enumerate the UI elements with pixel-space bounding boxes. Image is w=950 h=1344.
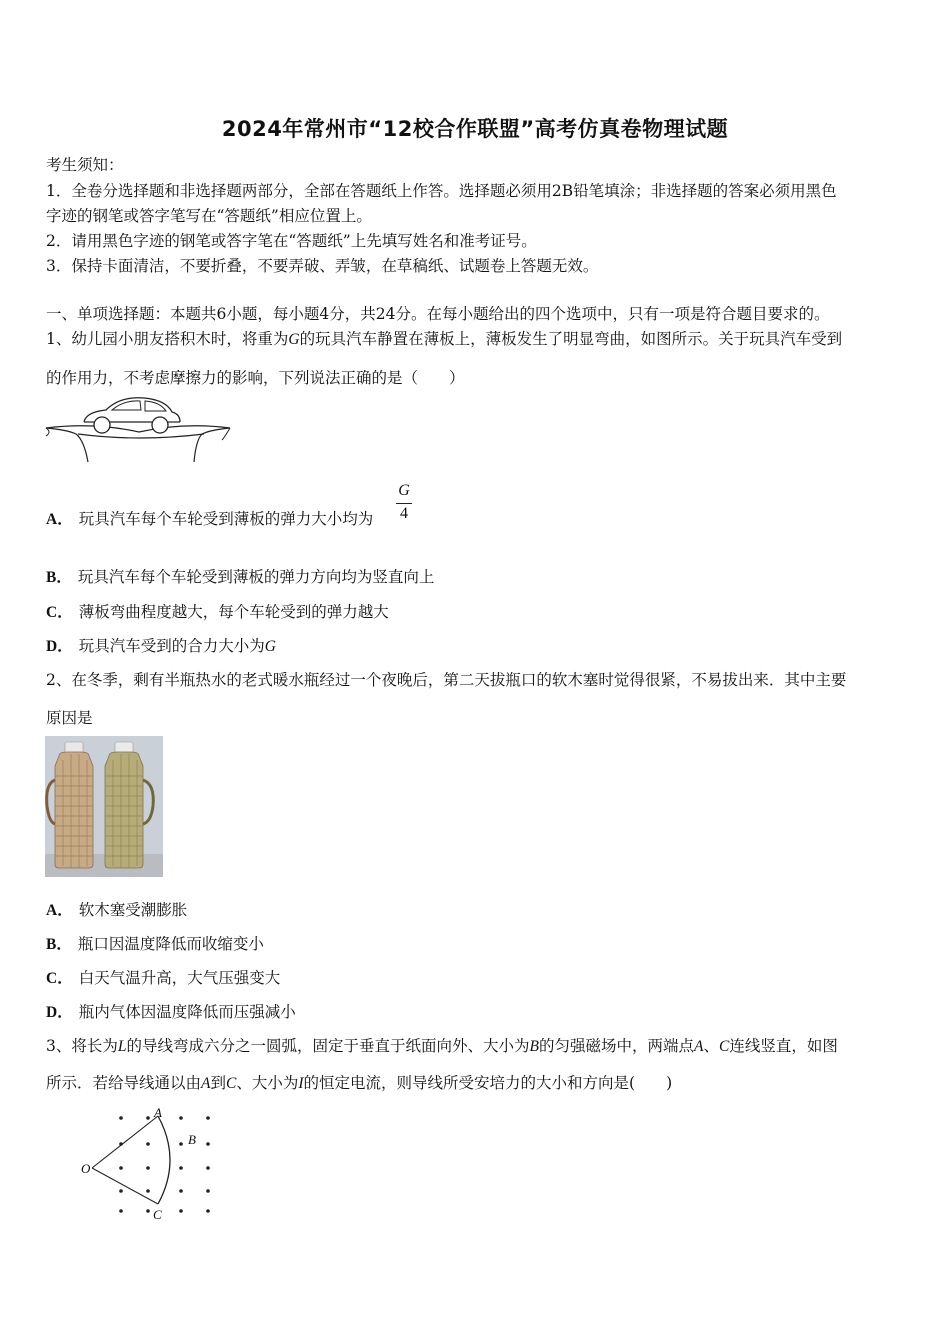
q2-option-b[interactable]: B． 瓶口因温度降低而收缩变小 bbox=[46, 935, 264, 953]
notice-item-1-cont: 字迹的钢笔或答字笔写在“答题纸”相应位置上。 bbox=[46, 207, 372, 225]
thermos-bottles-photo bbox=[45, 736, 163, 877]
q1-var-g: G bbox=[288, 331, 300, 348]
notice-item-1: 1．全卷分选择题和非选择题两部分，全部在答题纸上作答。选择题必须用2B铅笔填涂；非选择题的答案必须用黑色 bbox=[46, 182, 837, 200]
label-c: C bbox=[153, 1207, 162, 1222]
q1-option-d[interactable]: D． 玩具汽车受到的合力大小为G bbox=[46, 637, 276, 655]
q1-option-b[interactable]: B． 玩具汽车每个车轮受到薄板的弹力方向均为竖直向上 bbox=[46, 568, 435, 586]
q1-stem-line2: 的作用力，不考虑摩擦力的影响，下列说法正确的是（ ） bbox=[46, 369, 465, 387]
notice-heading: 考生须知： bbox=[46, 156, 124, 174]
label-o: O bbox=[81, 1161, 91, 1176]
label-a: A bbox=[154, 1105, 162, 1120]
q2-option-d[interactable]: D． 瓶内气体因温度降低而压强减小 bbox=[46, 1003, 296, 1021]
page-title: 2024年常州市“12校合作联盟”高考仿真卷物理试题 bbox=[221, 117, 729, 141]
q2-option-c[interactable]: C． 白天气温升高，大气压强变大 bbox=[46, 969, 281, 987]
q1-frac-den: 4 bbox=[400, 505, 408, 522]
q1-car-figure bbox=[44, 392, 234, 464]
notice-item-3: 3．保持卡面清洁，不要折叠，不要弄破、弄皱，在草稿纸、试题卷上答题无效。 bbox=[46, 257, 599, 275]
section-heading: 一、单项选择题：本题共6小题，每小题4分，共24分。在每小题给出的四个选项中，只有一项是符合题目要求的。 bbox=[46, 305, 830, 323]
q3-stem-line1: 3、将长为L的导线弯成六分之一圆弧，固定于垂直于纸面向外、大小为B的匀强磁场中，两端点A、C连线竖直，如图 bbox=[46, 1037, 838, 1055]
q2-stem-line2: 原因是 bbox=[46, 709, 93, 727]
q1-option-a[interactable]: A． 玩具汽车每个车轮受到薄板的弹力大小均为 bbox=[46, 510, 374, 528]
q3-stem-line2: 所示．若给导线通以由A到C、大小为I的恒定电流，则导线所受安培力的大小和方向是( ) bbox=[46, 1074, 673, 1092]
q2-option-a[interactable]: A． 软木塞受潮膨胀 bbox=[46, 901, 188, 919]
q2-stem-line1: 2、在冬季，剩有半瓶热水的老式暖水瓶经过一个夜晚后，第二天拔瓶口的软木塞时觉得很紧，不易拔出来．其中主要 bbox=[46, 671, 847, 689]
q3-magnetic-field-figure bbox=[78, 1104, 218, 1222]
q1-option-c[interactable]: C． 薄板弯曲程度越大，每个车轮受到的弹力越大 bbox=[46, 603, 389, 621]
q1-frac-bar bbox=[396, 503, 412, 504]
notice-item-2: 2．请用黑色字迹的钢笔或答字笔在“答题纸”上先填写姓名和准考证号。 bbox=[46, 232, 537, 250]
q1-stem-line1: 1、幼儿园小朋友搭积木时，将重为G的玩具汽车静置在薄板上，薄板发生了明显弯曲，如图所示。关于玩具汽车受到 bbox=[46, 330, 843, 348]
label-b: B bbox=[188, 1132, 196, 1147]
q1-frac-num: G bbox=[398, 482, 410, 499]
